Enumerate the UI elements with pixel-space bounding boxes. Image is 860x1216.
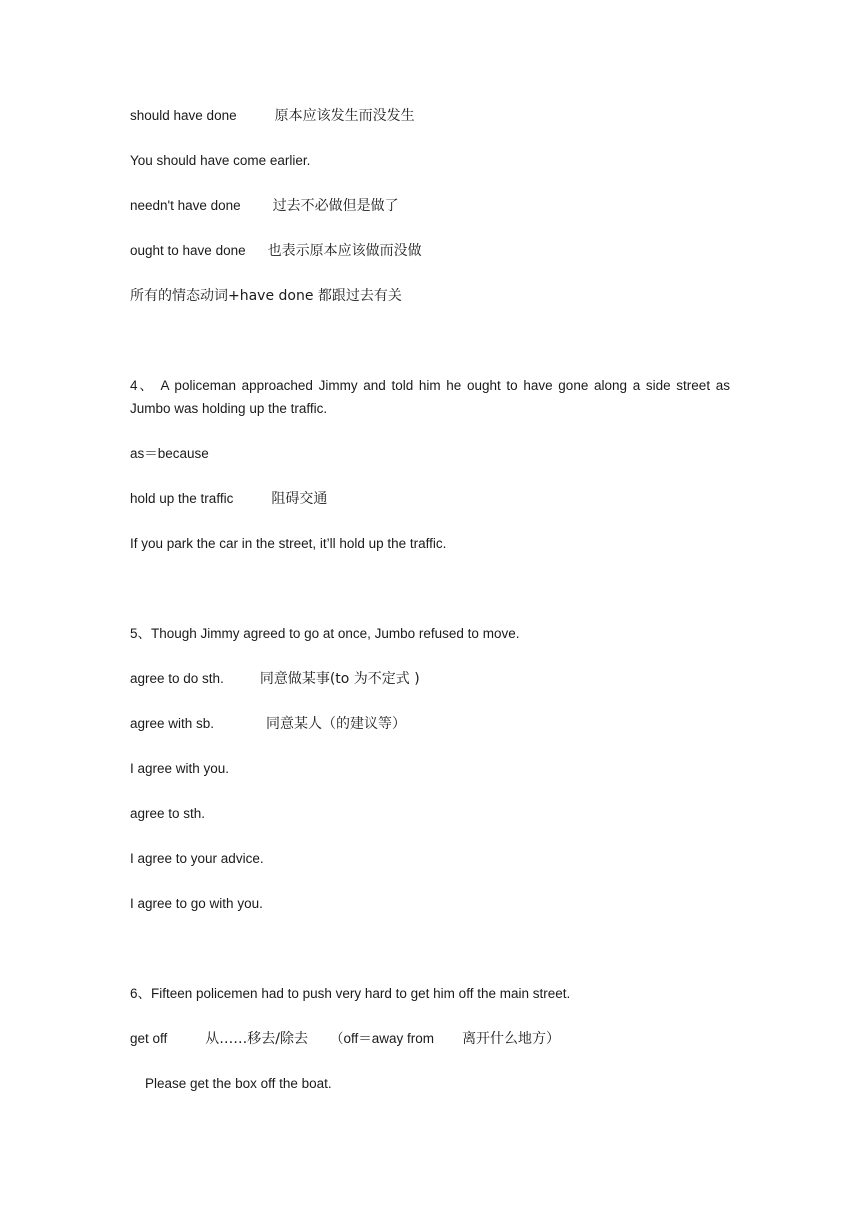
term: agree with sb. <box>130 716 215 731</box>
note-summary: 所有的情态动词+have done 都跟过去有关 <box>130 288 402 304</box>
paren-note: （off＝away from <box>330 1031 435 1046</box>
example-sentence: I agree with you. <box>130 761 230 776</box>
gloss: 也表示原本应该做而没做 <box>267 243 422 259</box>
paren-note-rest: 离开什么地方） <box>462 1031 561 1047</box>
term: get off <box>130 1031 168 1046</box>
note-line-ought-to-have-done <box>130 240 730 262</box>
term: ought to have done <box>130 243 246 258</box>
example-sentence: I agree to go with you. <box>130 896 263 911</box>
gloss: 过去不必做但是做了 <box>272 198 399 214</box>
example-sentence: If you park the car in the street, it’ll hold up the traffic. <box>130 536 447 551</box>
gloss: 原本应该发生而没发生 <box>274 108 415 124</box>
note-line-agree-with <box>130 713 730 735</box>
note-line-get-off <box>130 1028 730 1050</box>
term: hold up the traffic <box>130 491 234 506</box>
gloss: 阻碍交通 <box>271 491 328 507</box>
note-line-agree-to-sth: agree to sth. <box>130 806 206 821</box>
section-heading-6: 6、Fifteen policemen had to push very hard to get him off the main street. <box>130 986 571 1001</box>
note-line-agree-to-do <box>130 668 730 690</box>
note-line-should-have-done <box>130 105 730 127</box>
example-sentence: I agree to your advice. <box>130 851 264 866</box>
example-sentence: You should have come earlier. <box>130 153 311 168</box>
gloss: 同意某人（的建议等） <box>266 716 407 732</box>
example-sentence: Please get the box off the boat. <box>145 1076 332 1091</box>
gloss: 从……移去/除去 <box>205 1031 309 1047</box>
section-heading-5: 5、Though Jimmy agreed to go at once, Jumbo refused to move. <box>130 626 520 641</box>
term: should have done <box>130 108 237 123</box>
note-line-neednt-have-done <box>130 195 730 217</box>
term: needn't have done <box>130 198 241 213</box>
term: agree to do sth. <box>130 671 224 686</box>
note-line-as: as＝because <box>130 446 209 461</box>
gloss: 同意做某事(to 为不定式 ) <box>259 671 420 687</box>
section-heading-4: 4、 A policeman approached Jimmy and told him he ought to have gone along a side street as Jumbo was holding up the traffic. <box>130 378 730 416</box>
note-line-hold-up-traffic <box>130 488 730 510</box>
